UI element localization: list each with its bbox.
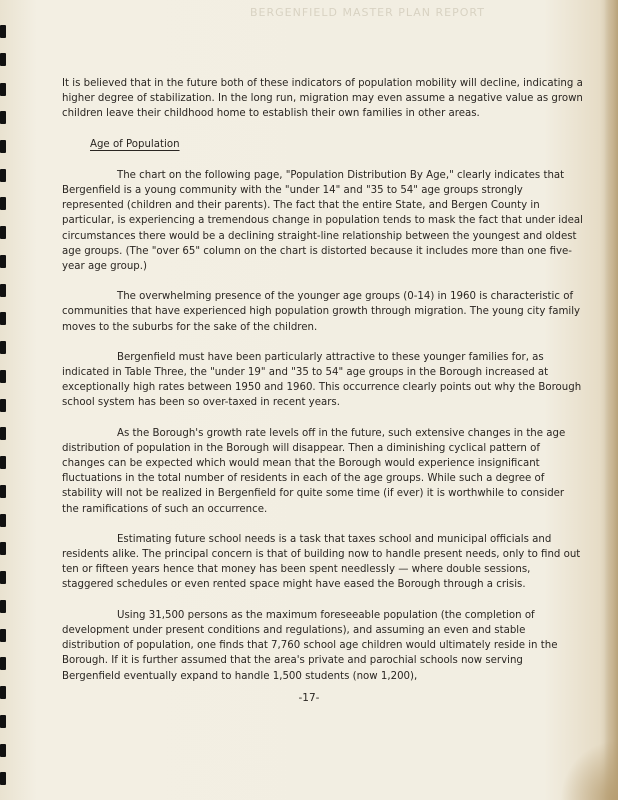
paragraph-mobility: It is believed that in the future both of these indicators of population mobility will decline, indicating a higher degree of stabilization. In the long run, migration may even assume a negative value as grown children leave their childhood home to establish their own families in other areas. — [62, 78, 583, 120]
page-edge-shadow — [604, 0, 618, 800]
paragraph-population-estimate: Using 31,500 persons as the maximum foreseeable population (the completion of development under present conditions and regulations), and assuming an even and stable distribution of population, one finds that 7,760 school age children would ultimately reside in the Borough. If it is further assumed that the area's private and parochial schools now serving Bergenfield eventually expand to handle 1,500 students (now 1,200), — [62, 609, 558, 682]
paragraph-chart-description: The chart on the following page, "Population Distribution By Age," clearly indicates that Bergenfield is a young community with the "under 14" and "35 to 54" age groups strongly represented (children and their parents). The fact that the entire State, and Bergen County in particular, is experiencing a tremendous change in population tends to mask the fact that under ideal circumstances there would be a declining straight-line relationship between the youngest and oldest age groups. (The "over 65" column on the chart is distorted because it includes more than one five-year age group.) — [62, 169, 583, 273]
page-corner-stain — [560, 740, 618, 800]
paragraph-growth-rate: As the Borough's growth rate levels off in the future, such extensive changes in the age distribution of population in the Borough will disappear. Then a diminishing cyclical pattern of changes can be expected which would mean that the Borough would experience insignificant fluctuations in the total number of residents in each of the age groups. While such a degree of stability will not be realized in Bergenfield for quite some time (if ever) it is worthwhile to consider the ramifications of such an occurrence. — [62, 427, 566, 515]
paragraph-younger-age-groups: The overwhelming presence of the younger age groups (0-14) in 1960 is characteristic of communities that have experienced high population growth through migration. The young city family moves to the suburbs for the sake of the children. — [62, 291, 581, 333]
paragraph-school-needs: Estimating future school needs is a task that taxes school and municipal officials and residents alike. The principal concern is that of building now to handle present needs, only to find out ten or fifteen years hence that money has been spent needlessly — where double sessions, staggered schedules or even rented space might have eased the Borough through a crisis. — [62, 533, 581, 591]
binding-holes — [0, 0, 9, 800]
faint-bleedthrough-header: BERGENFIELD MASTER PLAN REPORT — [250, 6, 485, 19]
document-body — [62, 76, 584, 699]
paragraph-younger-families: Bergenfield must have been particularly attractive to these younger families for, as indicated in Table Three, the "under 19" and "35 to 54" age groups in the Borough increased at exceptionally high rates between 1950 and 1960. This occurrence clearly points out why the Borough school system has been so over-taxed in recent years. — [62, 351, 582, 409]
section-heading-age-of-population: Age of Population — [90, 138, 180, 150]
page-number: -17- — [298, 692, 320, 704]
